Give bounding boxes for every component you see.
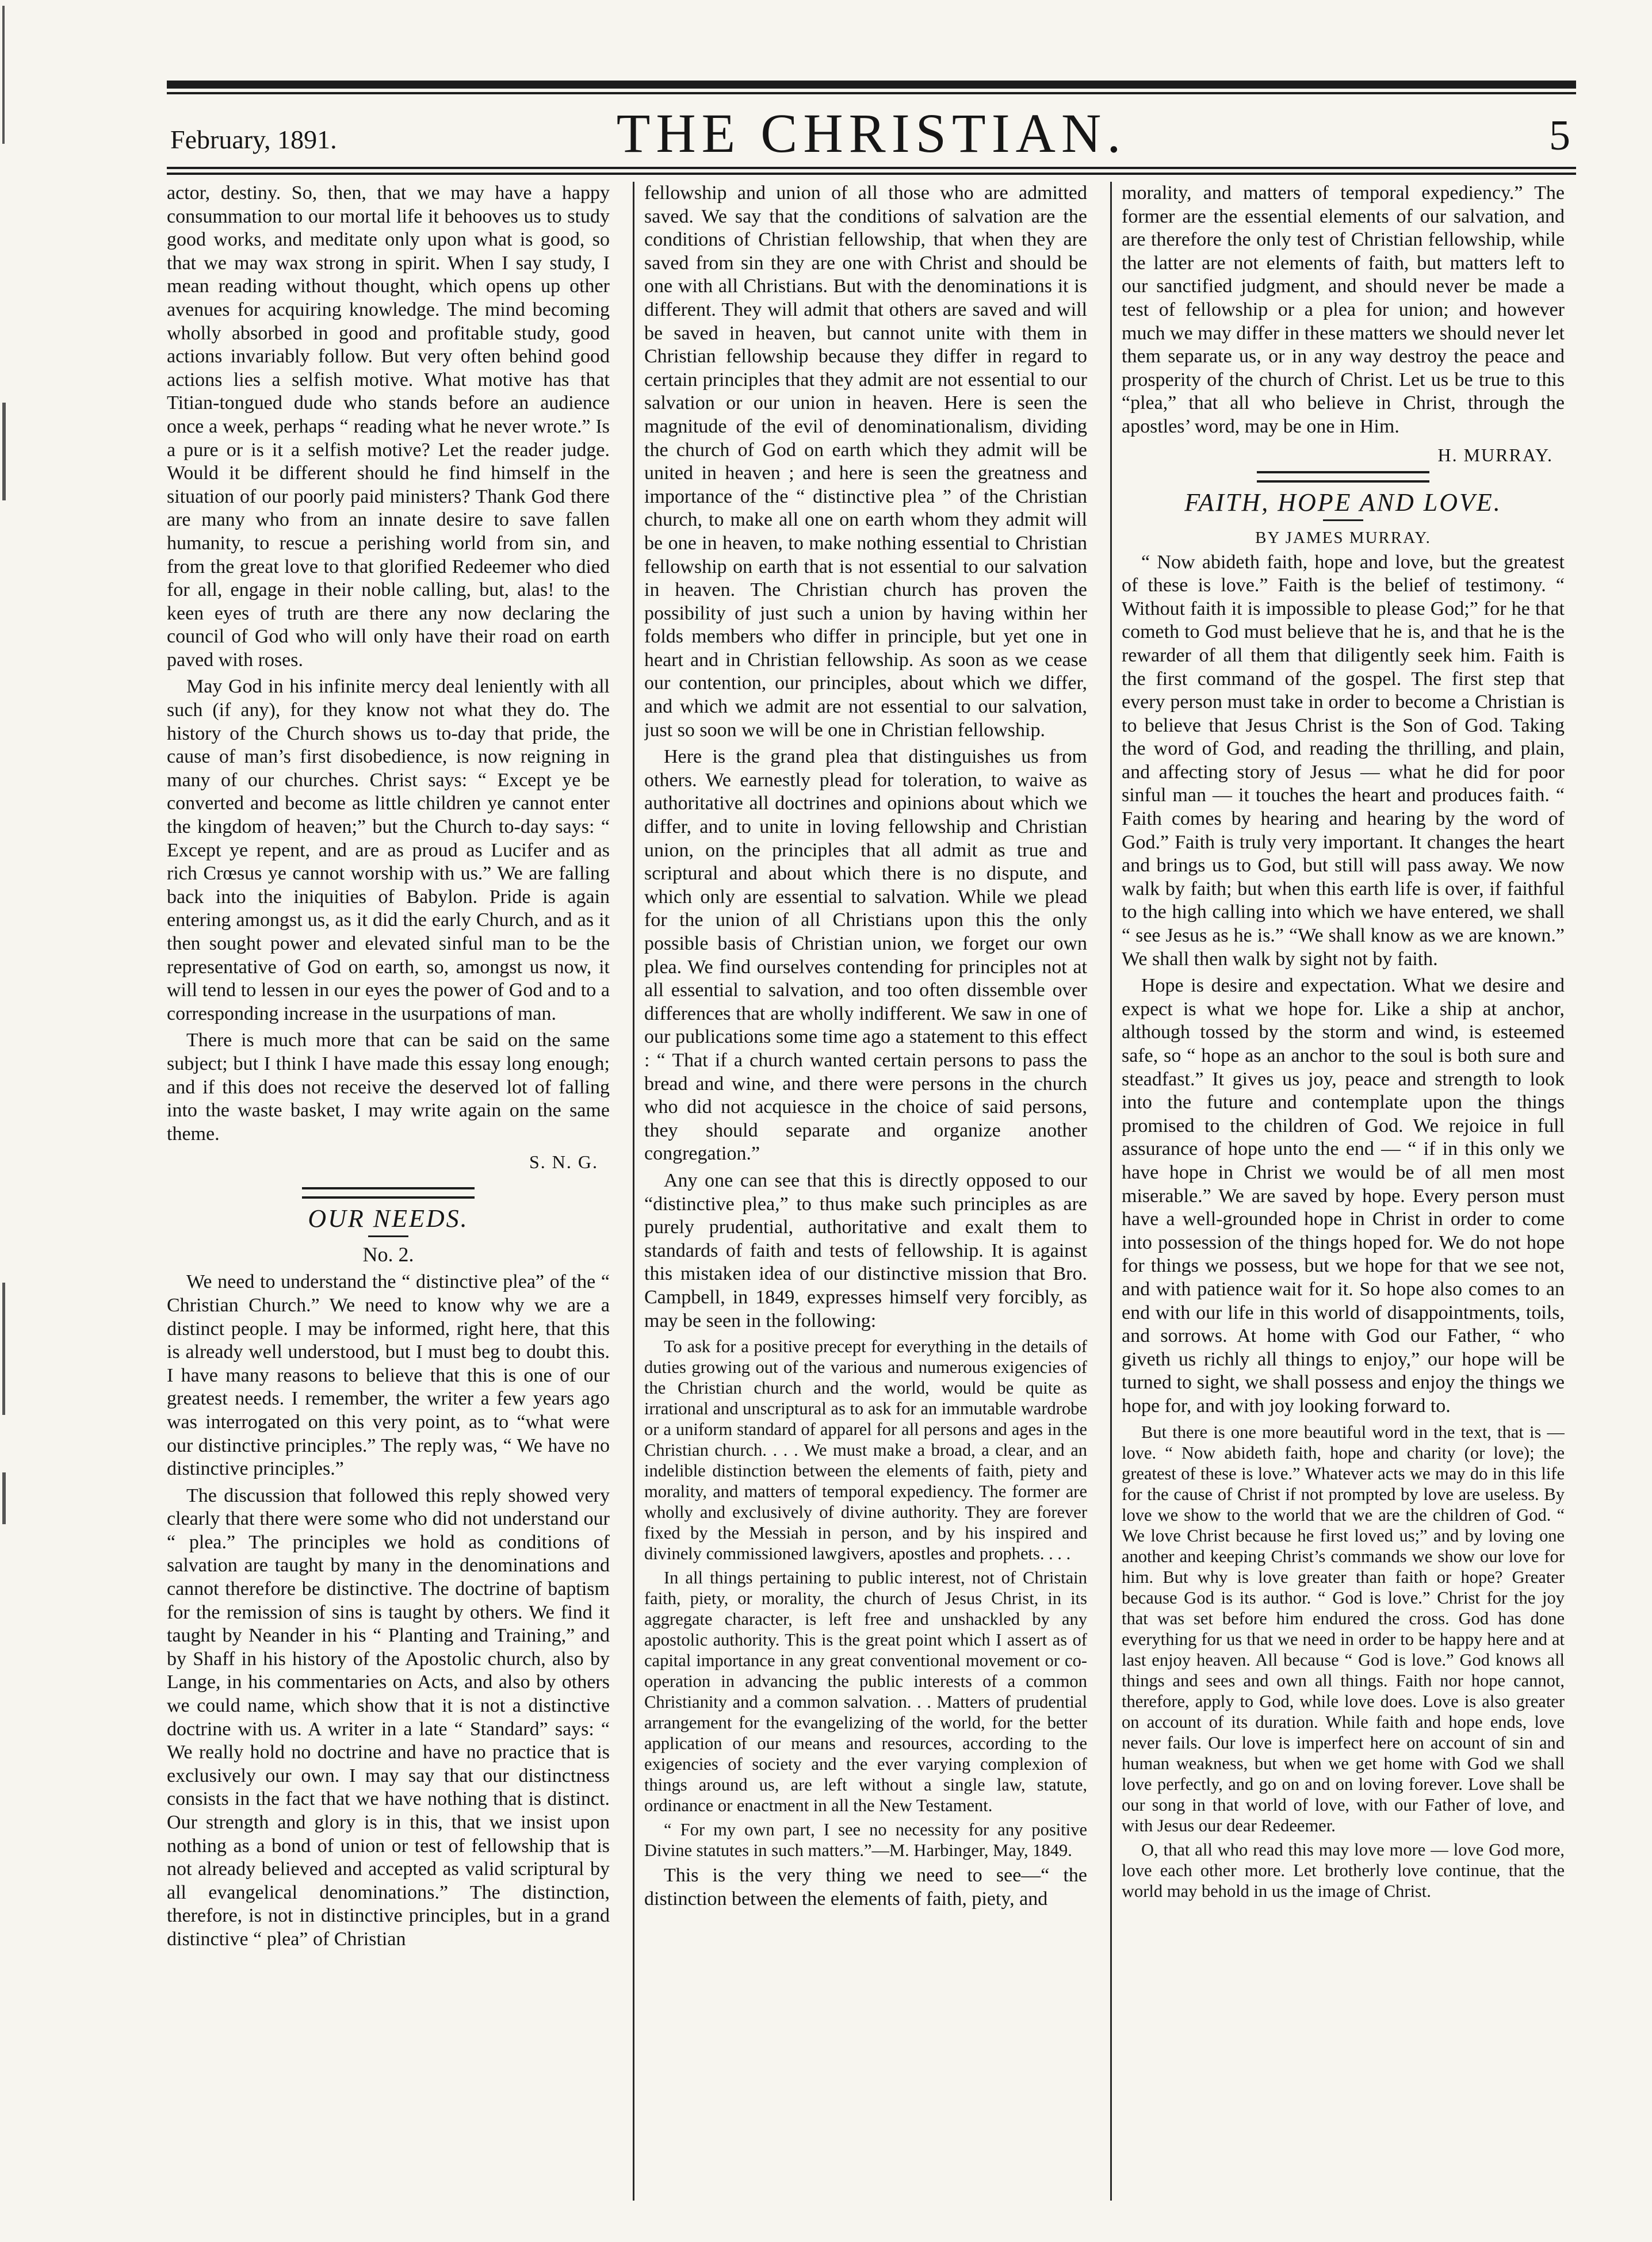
- masthead-top-rule: [167, 81, 1576, 89]
- column-3: [1122, 182, 1565, 2206]
- column-separator: [1110, 182, 1112, 2201]
- article-number: No. 2.: [362, 1243, 414, 1267]
- article-title: OUR NEEDS.: [308, 1204, 469, 1233]
- paragraph: morality, and matters of temporal expediency.” The former are the essential elements of our salvation, and are therefore the only test of Christian fellowship, while the latter are not elements of faith, but matters left to our sanctified judgment, and should never be made a test of fellowship or a plea for union; and however much we may differ in these matters we should never let them separate us, or in any way destroy the peace and prosperity of the church of Christ. Let us be true to this “plea,” that all who believe in Christ, through the apostles’ word, may be one in Him.: [1122, 182, 1565, 437]
- masthead-bottom-rule: [167, 167, 1576, 169]
- block-quote: “ For my own part, I see no necessity for any positive Divine statutes in such matters.”—M. Harbinger, May, 1849.: [644, 1820, 1087, 1861]
- paragraph: fellowship and union of all those who are admitted saved. We say that the conditions of salvation are the conditions of Christian fellowship, that when they are saved from sin they are one with Christ and should be one with all Christians. But with the denominations it is different. They will admit that others are saved and will be saved in heaven, but cannot unite with them in Christian fellowship because they differ in regard to certain principles that they admit are not essential to our salvation or our union in heaven. Here is seen the magnitude of the evil of denominationalism, dividing the church of God on earth which they admit will be united in heaven ; and here is seen the greatness and importance of the “ distinctive plea ” of the Christian church, to make all one on earth whom they admit will be one in heaven, to make nothing essential to Christian fellowship on earth that is not essential to our salvation in heaven. The Christian church has proven the possibility of just such a union by having within her folds members who differ in principle, but yet one in heart and in Christian fellowship. As soon as we cease our contention, our principles, about which we differ, and which we admit are not essential to our salvation, just so soon we will be one in Christian fellowship.: [644, 182, 1087, 741]
- issue-date: February, 1891.: [170, 125, 337, 154]
- newspaper-page: [167, 81, 1576, 2220]
- paragraph: Hope is desire and expectation. What we desire and expect is what we hope for. Like a ship at anchor, although tossed by the storm and wind, is esteemed safe, so “ hope as an anchor to the soul is both sure and steadfast.” It gives us joy, peace and strength to look into the future and contemplate upon the things promised to the children of God. We rejoice in full assurance of hope unto the end — “ if in this only we have hope in Christ we would be of all men most miserable.” We are saved by hope. Every person must have a well-grounded hope in Christ in order to come into possession of the things hoped for. We do not hope for things we possess, but we hope for that we see not, and with patience wait for it. So hope also comes to an end with our life in this world of disappointments, toils, and sorrows. At home with God our Father, “ who giveth us richly all things to enjoy,” our hope will be turned to sight, we shall possess and enjoy the things we hope for, and with joy looking forward to.: [1122, 975, 1565, 1417]
- article-title: FAITH, HOPE AND LOVE.: [1184, 488, 1502, 516]
- block-quote: To ask for a positive precept for everything in the details of duties growing out of the various and numerous exigencies of the Christian church and the world, would be quite as irrational and unscriptural as to ask for an immutable wardrobe or a uniform standard of apparel for all persons and ages in the Christian church. . . . We must make a broad, a clear, and an indelible distinction between the elements of faith, piety and morality, and matters of temporal expediency. The former are wholly and exclusively of divine authority. They are forever fixed by the Messiah in person, and by his inspired and divinely commissioned lawgivers, apostles and prophets. . . .: [644, 1337, 1087, 1564]
- masthead-top-rule-thin: [167, 92, 1576, 94]
- paragraph: Here is the grand plea that distinguishes us from others. We earnestly plead for toleration, to waive as authoritative all doctrines and opinions about which we differ, and to unite in loving fellowship and Christian union, on the principles that all admit as true and scriptural and about which there is no dispute, and which only are essential to salvation. While we plead for the union of all Christians upon this the only possible basis of Christian union, we forget our own plea. We find ourselves contending for principles not at all essential to salvation, and too often dissemble over differences that are wholly indifferent. We saw in one of our publications some time ago a statement to this effect : “ That if a church wanted certain persons to pass the bread and wine, and there were persons in the church who did not acquiesce in the choice of said persons, they should separate and organize another congregation.”: [644, 746, 1087, 1165]
- paragraph: May God in his infinite mercy deal leniently with all such (if any), for they know not what they do. The history of the Church shows us to-day that pride, the cause of man’s first disobedience, is now reigning in many of our churches. Christ says: “ Except ye be converted and become as little children ye cannot enter the kingdom of heaven;” but the Church to-day says: “ Except ye repent, and are as proud as Lucifer and as rich Crœsus ye cannot worship with us.” We are falling back into the iniquities of Babylon. Pride is again entering amongst us, as it did the early Church, and as it then sought power and elevated sinful man to be the representative of God on earth, so, amongst us now, it will tend to lessen in our eyes the power of God and to a corresponding increase in the usurpations of man.: [167, 676, 610, 1024]
- masthead: [167, 101, 1576, 164]
- title-underline: [368, 1235, 408, 1237]
- title-underline: [1323, 519, 1363, 521]
- page-number: 5: [1549, 112, 1570, 159]
- paragraph: Any one can see that this is directly opposed to our “distinctive plea,” to thus make such principles as are purely prudential, authoritative and exalt them to standards of faith and tests of fellowship. It is against this mistaken idea of our distinctive mission that Bro. Campbell, in 1849, expresses himself very forcibly, as may be seen in the following:: [644, 1169, 1087, 1332]
- masthead-bottom-rule-2: [167, 173, 1576, 175]
- margin-mark: [2, 403, 6, 500]
- margin-mark: [2, 1472, 6, 1524]
- author-signature: S. N. G.: [529, 1151, 598, 1173]
- block-quote: In all things pertaining to public interest, not of Christain faith, piety, or morality, the church of Jesus Christ, in its aggregate character, is left free and unshackled by any apostolic authority. This is the great point which I assert as of capital importance in any great conventional movement or co-operation in advancing the public interests of a common Christianity and a common salvation. . . Matters of prudential arrangement for the evangelizing of the world, for the better application of our means and resources, according to the exigencies of society and the ever varying complexion of things around us, are left without a single law, statute, ordinance or enactment in all the New Testament.: [644, 1568, 1087, 1816]
- paragraph: “ Now abideth faith, hope and love, but the greatest of these is love.” Faith is the belief of testimony. “ Without faith it is impossible to please God;” for he that cometh to God must believe that he is, and that he is the rewarder of all them that diligently seek him. Faith is the first command of the gospel. The first step that every person must take in order to become a Christian is to believe that Jesus Christ is the Son of God. Taking the word of God, and reading the thrilling, and plain, and affecting story of Jesus — what he did for poor sinful man — it touches the heart and produces faith. “ Faith comes by hearing and hearing by the word of God.” Faith is truly very important. It changes the heart and brings us to God, but still will pass away. We now walk by faith; but when this earth life is over, if faithful to the high calling into which we have entered, we shall “ see Jesus as he is.” “We shall know as we are known.” We shall then walk by sight not by faith.: [1122, 551, 1565, 970]
- paragraph: This is the very thing we need to see—“ the distinction between the elements of faith, piety, and: [644, 1865, 1087, 1910]
- paragraph: O, that all who read this may love more — love God more, love each other more. Let brotherly love continue, that the world may behold in us the image of Christ.: [1122, 1839, 1565, 1901]
- column-1: [167, 182, 610, 2206]
- paragraph: actor, destiny. So, then, that we may have a happy consummation to our mortal life it behooves us to study good works, and meditate only upon what is good, so that we may wax strong in spirit. When I say study, I mean reading without thought, which opens up other avenues for acquiring knowledge. The mind becoming wholly absorbed in good and profitable study, good actions invariably follow. But very often behind good actions lies a selfish motive. What motive has that Titian-tongued dude who stands before an audience once a week, perhaps “ reading what he never wrote.” Is a pure or is it a selfish motive? Let the reader judge. Would it be different should he find himself in the situation of our poorly paid ministers? Thank God there are many who from an innate desire to save fallen humanity, to rescue a perishing world from sin, and from the great love to that glorified Redeemer who died for all, engage in their noble calling, but, alas! to the keen eyes of truth are there any now declaring the council of God who will only have their road on earth paved with roses.: [167, 182, 610, 671]
- paragraph: The discussion that followed this reply showed very clearly that there were some who did not understand our “ plea.” The principles we hold as conditions of salvation are taught by many in the denominations and cannot therefore be distinctive. The doctrine of baptism for the remission of sins is taught by others. We find it taught by Neander in his “ Planting and Training,” and by Shaff in his history of the Apostolic church, also by Lange, in his commentaries on Acts, and also by others we could name, which show that it is not a distinctive doctrine with us. A writer in a late “ Standard” says: “ We really hold no doctrine and have no practice that is exclusively our own. I may say that our distinctness consists in the fact that we have nothing that is distinct. Our strength and glory is in this, that we insist upon nothing as a bond of union or test of fellowship that is not already believed and accepted as valid scriptural by all evangelical denominations.” The distinction, therefore, is not in distinctive principles, but in a grand distinctive “ plea” of Christian: [167, 1485, 610, 1950]
- byline: BY JAMES MURRAY.: [1255, 528, 1431, 547]
- author-signature: H. MURRAY.: [1437, 444, 1553, 465]
- section-divider: [1257, 471, 1429, 483]
- column-separator: [633, 182, 634, 2201]
- paragraph: But there is one more beautiful word in the text, that is — love. “ Now abideth faith, hope and charity (or love); the greatest of these is love.” Whatever acts we may do in this life for the cause of Christ if not prompted by love are useless. By love we show to the world that we are the children of God. “ We love Christ because he first loved us;” and by loving one another and keeping Christ’s commands we show our love for him. But why is love greater than faith or hope? Greater because God is its author. “ God is love.” Christ for the joy that was set before him endured the cross. God has done everything for us that we need in order to be happy here and at last enjoy heaven. All because “ God is love.” God knows all things and sees and own all things. Faith nor hope cannot, therefore, apply to God, while love does. Love is also greater on account of its duration. While faith and hope ends, love never fails. Our love is imperfect here on account of sin and human weakness, but when we get home with God we shall love perfectly, and go on and on loving forever. Love shall be our song in that world of love, with our Father of love, and with Jesus our dear Redeemer.: [1122, 1422, 1565, 1835]
- paragraph: There is much more that can be said on the same subject; but I think I have made this essay long enough; and if this does not receive the deserved lot of falling into the waste basket, I may write again on the same theme.: [167, 1030, 610, 1145]
- margin-mark: [2, 1283, 5, 1415]
- paragraph: We need to understand the “ distinctive plea” of the “ Christian Church.” We need to know why we are a distinct people. I may be informed, right here, that this is already well understood, but I must beg to doubt this. I have many reasons to believe that this is one of our greatest needs. I remember, the writer a few years ago was interrogated on this very point, as to “what were our distinctive principles.” The reply was, “ We have no distinctive principles.”: [167, 1271, 610, 1480]
- section-divider: [302, 1187, 475, 1199]
- margin-mark: [2, 6, 5, 144]
- column-2: [644, 182, 1087, 2206]
- newspaper-title: THE CHRISTIAN.: [616, 102, 1127, 164]
